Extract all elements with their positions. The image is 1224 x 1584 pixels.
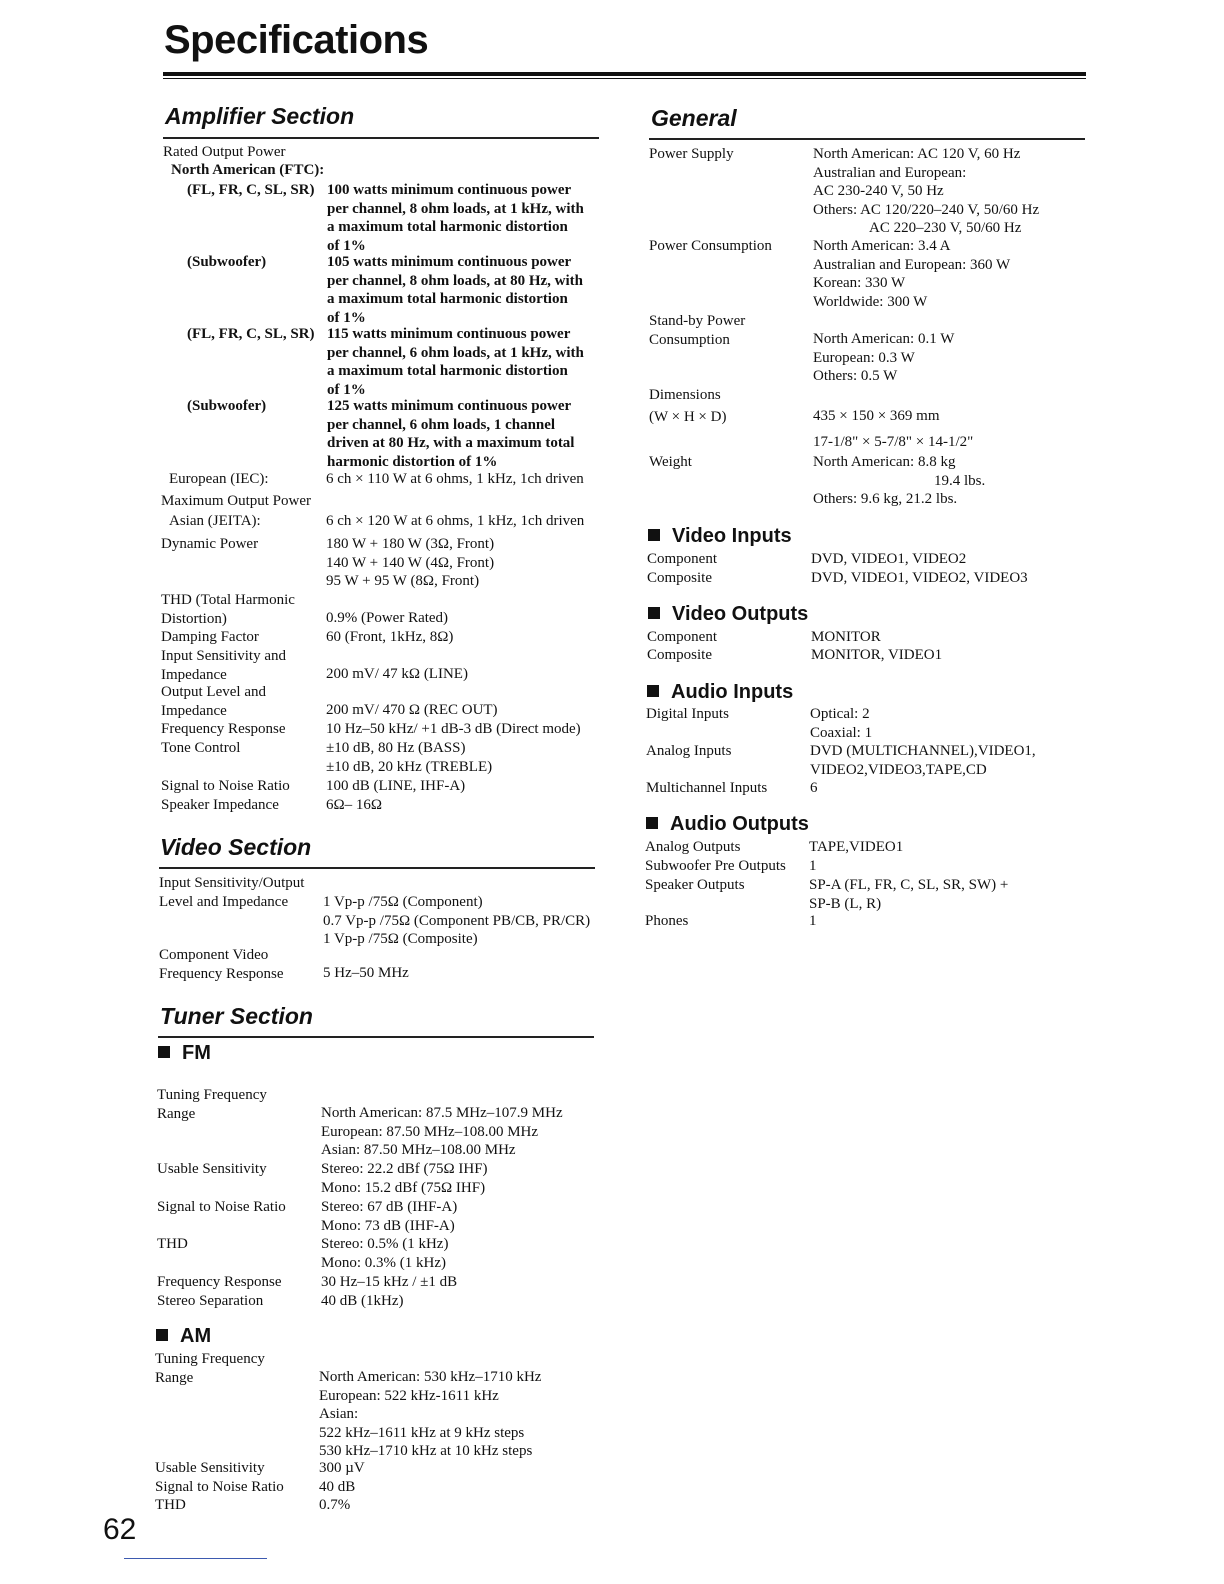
fm-tuning-label: Tuning Frequency Range <box>157 1087 267 1122</box>
fm-usable-label: Usable Sensitivity <box>157 1161 267 1177</box>
frequency-response-value: 10 Hz–50 kHz/ +1 dB-3 dB (Direct mode) <box>326 721 581 737</box>
fm-stereo-separation-label: Stereo Separation <box>157 1293 264 1309</box>
video-section-rule <box>159 867 595 869</box>
rated-output-power-label: Rated Output Power <box>163 144 286 160</box>
power-supply-label: Power Supply <box>649 146 734 162</box>
video-input-composite-label: Composite <box>647 570 713 586</box>
bullet-square-icon <box>156 1329 168 1341</box>
am-thd-value: 0.7% <box>319 1497 351 1513</box>
am-usable-label: Usable Sensitivity <box>155 1460 265 1476</box>
weight-value: North American: 8.8 kg 19.4 lbs. Others: 9.6 kg, 21.2 lbs. <box>813 454 986 507</box>
north-american-label: North American (FTC): <box>171 162 325 178</box>
video-input-value: 1 Vp-p /75Ω (Component) 0.7 Vp-p /75Ω (Component PB/CB, PR/CR) 1 Vp-p /75Ω (Composite) <box>323 894 591 947</box>
video-output-composite-label: Composite <box>647 647 713 663</box>
bullet-square-icon <box>648 607 660 619</box>
speaker-impedance-value: 6Ω– 16Ω <box>326 797 383 813</box>
am-snr-label: Signal to Noise Ratio <box>155 1479 284 1495</box>
frequency-response-label: Frequency Response <box>161 721 286 737</box>
analog-outputs-value: TAPE,VIDEO1 <box>809 839 904 855</box>
bullet-square-icon <box>158 1046 170 1058</box>
asian-value: 6 ch × 120 W at 6 ohms, 1 kHz, 1ch driven <box>326 513 585 529</box>
input-sensitivity-value: 200 mV/ 47 kΩ (LINE) <box>326 666 468 682</box>
thd-value: 0.9% (Power Rated) <box>326 610 449 626</box>
fm-stereo-separation-value: 40 dB (1kHz) <box>321 1293 404 1309</box>
european-label: European (IEC): <box>169 471 269 487</box>
multichannel-inputs-value: 6 <box>810 780 818 796</box>
analog-outputs-label: Analog Outputs <box>645 839 741 855</box>
fm-frequency-response-value: 30 Hz–15 kHz / ±1 dB <box>321 1274 458 1290</box>
am-heading: AM <box>156 1325 211 1348</box>
video-output-composite-value: MONITOR, VIDEO1 <box>811 647 943 663</box>
amplifier-section-heading: Amplifier Section <box>165 103 355 129</box>
ftc-label: (FL, FR, C, SL, SR) <box>187 326 315 342</box>
snr-value: 100 dB (LINE, IHF-A) <box>326 778 466 794</box>
standby-power-value: North American: 0.1 W European: 0.3 W Others: 0.5 W <box>813 331 955 384</box>
page-title: Specifications <box>164 18 429 62</box>
amplifier-section-rule <box>163 137 599 139</box>
european-value: 6 ch × 110 W at 6 ohms, 1 kHz, 1ch driven <box>326 471 584 487</box>
page-number: 62 <box>103 1513 137 1546</box>
bullet-square-icon <box>648 529 660 541</box>
general-section-heading: General <box>651 105 737 131</box>
digital-inputs-value: Optical: 2 Coaxial: 1 <box>810 706 873 741</box>
fm-snr-value: Stereo: 67 dB (IHF-A) Mono: 73 dB (IHF-A) <box>321 1199 458 1234</box>
bullet-square-icon <box>647 685 659 697</box>
ftc-value: 125 watts minimum continuous power per channel, 6 ohm loads, 1 channel driven at 80 Hz, with a maximum total harmonic distortion of 1% <box>327 398 575 470</box>
component-video-value: 5 Hz–50 MHz <box>323 965 409 981</box>
subwoofer-pre-outputs-value: 1 <box>809 858 817 874</box>
standby-power-label: Stand-by Power Consumption <box>649 313 746 348</box>
fm-snr-label: Signal to Noise Ratio <box>157 1199 286 1215</box>
fm-tuning-value: North American: 87.5 MHz–107.9 MHz European: 87.50 MHz–108.00 MHz Asian: 87.50 MHz–108.00 MHz <box>321 1105 563 1158</box>
input-sensitivity-label: Input Sensitivity and Impedance <box>161 648 286 683</box>
subwoofer-pre-outputs-label: Subwoofer Pre Outputs <box>645 858 786 874</box>
speaker-outputs-value: SP-A (FL, FR, C, SL, SR, SW) + SP-B (L, R) <box>809 877 1009 912</box>
video-output-component-value: MONITOR <box>811 629 881 645</box>
weight-label: Weight <box>649 454 692 470</box>
damping-value: 60 (Front, 1kHz, 8Ω) <box>326 629 454 645</box>
am-usable-value: 300 µV <box>319 1460 365 1476</box>
phones-label: Phones <box>645 913 689 929</box>
ftc-label: (Subwoofer) <box>187 398 267 414</box>
video-outputs-heading: Video Outputs <box>648 603 808 626</box>
speaker-outputs-label: Speaker Outputs <box>645 877 745 893</box>
am-tuning-value: North American: 530 kHz–1710 kHz European: 522 kHz-1611 kHz Asian: 522 kHz–1611 kHz at 9 kHz steps 530 kHz–1710 kHz at 10 kHz steps <box>319 1369 542 1459</box>
fm-heading: FM <box>158 1042 211 1065</box>
video-inputs-heading: Video Inputs <box>648 525 792 548</box>
ftc-label: (Subwoofer) <box>187 254 267 270</box>
dimensions-value: 435 × 150 × 369 mm 17-1/8" × 5-7/8" × 14-1/2" <box>813 408 974 450</box>
thd-label: THD (Total Harmonic Distortion) <box>161 592 295 627</box>
audio-outputs-heading: Audio Outputs <box>646 813 809 836</box>
phones-value: 1 <box>809 913 817 929</box>
general-section-rule <box>649 138 1085 140</box>
snr-label: Signal to Noise Ratio <box>161 778 290 794</box>
ftc-label: (FL, FR, C, SL, SR) <box>187 182 315 198</box>
tuner-section-rule <box>158 1036 594 1038</box>
power-supply-value: North American: AC 120 V, 60 Hz Australian and European: AC 230-240 V, 50 Hz Others: AC 120/220–240 V, 50/60 Hz AC 220–230 V, 50/60 Hz <box>813 146 1040 236</box>
title-rule <box>163 72 1086 76</box>
tone-control-value: ±10 dB, 80 Hz (BASS) ±10 dB, 20 kHz (TREBLE) <box>326 740 493 775</box>
video-input-component-label: Component <box>647 551 717 567</box>
output-level-label: Output Level and Impedance <box>161 684 266 719</box>
video-output-component-label: Component <box>647 629 717 645</box>
multichannel-inputs-label: Multichannel Inputs <box>646 780 768 796</box>
analog-inputs-value: DVD (MULTICHANNEL),VIDEO1, VIDEO2,VIDEO3,TAPE,CD <box>810 743 1036 778</box>
video-input-composite-value: DVD, VIDEO1, VIDEO2, VIDEO3 <box>811 570 1028 586</box>
damping-label: Damping Factor <box>161 629 259 645</box>
component-video-label: Component Video Frequency Response <box>159 947 284 982</box>
dynamic-power-value: 180 W + 180 W (3Ω, Front) 140 W + 140 W (4Ω, Front) 95 W + 95 W (8Ω, Front) <box>326 536 495 589</box>
fm-frequency-response-label: Frequency Response <box>157 1274 282 1290</box>
bullet-square-icon <box>646 817 658 829</box>
dynamic-power-label: Dynamic Power <box>161 536 259 552</box>
tone-control-label: Tone Control <box>161 740 241 756</box>
fm-thd-label: THD <box>157 1236 188 1252</box>
power-consumption-value: North American: 3.4 A Australian and European: 360 W Korean: 330 W Worldwide: 300 W <box>813 238 1011 310</box>
digital-inputs-label: Digital Inputs <box>646 706 729 722</box>
am-tuning-label: Tuning Frequency Range <box>155 1351 265 1386</box>
video-input-component-value: DVD, VIDEO1, VIDEO2 <box>811 551 967 567</box>
dimensions-label: Dimensions (W × H × D) <box>649 387 727 425</box>
power-consumption-label: Power Consumption <box>649 238 772 254</box>
footer-rule <box>124 1558 267 1559</box>
ftc-value: 100 watts minimum continuous power per channel, 8 ohm loads, at 1 kHz, with a maximum total harmonic distortion of 1% <box>327 182 584 254</box>
max-output-power-label: Maximum Output Power <box>161 493 311 509</box>
speaker-impedance-label: Speaker Impedance <box>161 797 279 813</box>
ftc-value: 105 watts minimum continuous power per channel, 8 ohm loads, at 80 Hz, with a maximum total harmonic distortion of 1% <box>327 254 583 326</box>
analog-inputs-label: Analog Inputs <box>646 743 732 759</box>
video-input-label: Input Sensitivity/Output Level and Impedance <box>159 875 305 910</box>
output-level-value: 200 mV/ 470 Ω (REC OUT) <box>326 702 498 718</box>
am-thd-label: THD <box>155 1497 186 1513</box>
audio-inputs-heading: Audio Inputs <box>647 681 793 704</box>
tuner-section-heading: Tuner Section <box>160 1003 313 1029</box>
ftc-value: 115 watts minimum continuous power per channel, 6 ohm loads, at 1 kHz, with a maximum total harmonic distortion of 1% <box>327 326 584 398</box>
fm-thd-value: Stereo: 0.5% (1 kHz) Mono: 0.3% (1 kHz) <box>321 1236 449 1271</box>
asian-label: Asian (JEITA): <box>169 513 261 529</box>
fm-usable-value: Stereo: 22.2 dBf (75Ω IHF) Mono: 15.2 dBf (75Ω IHF) <box>321 1161 488 1196</box>
title-rule-thin <box>163 78 1086 79</box>
am-snr-value: 40 dB <box>319 1479 356 1495</box>
video-section-heading: Video Section <box>160 834 312 860</box>
